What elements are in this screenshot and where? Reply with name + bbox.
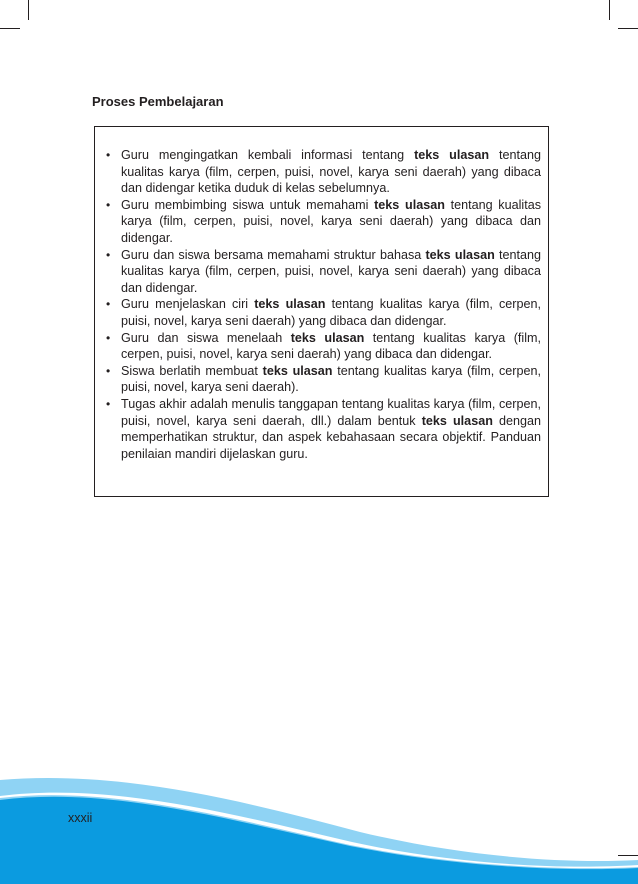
item-text: tentang kualitas karya (film, cerpen, puisi, novel, karya seni daerah) yang dibaca dan didengar. — [121, 330, 541, 362]
list-item — [121, 330, 541, 363]
item-keyword: teks ulasan — [374, 197, 445, 212]
item-keyword: teks ulasan — [425, 247, 495, 262]
crop-mark — [0, 28, 20, 29]
list-item — [121, 296, 541, 329]
item-text: Guru membimbing siswa untuk memahami — [121, 197, 375, 212]
list-item — [121, 247, 541, 297]
crop-mark — [618, 28, 638, 29]
list-item — [121, 147, 541, 197]
item-text: Guru mengingatkan kembali informasi tentang — [121, 148, 415, 162]
item-keyword: teks ulasan — [262, 363, 333, 378]
item-keyword: teks ulasan — [254, 297, 326, 312]
item-text: tentang kualitas karya (film, cerpen, puisi, novel, karya seni daerah) yang dibaca dan didengar. — [121, 297, 541, 328]
item-text: Guru dan siswa bersama memahami struktur bahasa — [121, 247, 426, 262]
item-text: tentang kualitas karya (film, cerpen, puisi, novel, karya seni daerah) yang dibaca dan didengar. — [121, 247, 541, 295]
list-item — [121, 396, 541, 462]
item-keyword: teks ulasan — [421, 413, 493, 428]
page-number: xxxii — [68, 811, 93, 825]
crop-mark — [609, 0, 610, 20]
item-text: Guru menjelaskan ciri — [121, 297, 255, 312]
list-item — [121, 197, 541, 247]
item-text: tentang kualitas karya (film, cerpen, puisi, novel, karya seni daerah) yang dibaca dan didengar. — [121, 197, 541, 245]
crop-mark — [28, 0, 29, 20]
item-text: dengan memperhatikan struktur, dan aspek kebahasaan secara objektif. Panduan penilaian mandiri dijelaskan guru. — [121, 413, 541, 461]
list-item — [121, 363, 541, 396]
item-keyword: teks ulasan — [414, 148, 490, 162]
section-title: Proses Pembelajaran — [92, 94, 224, 109]
bullet-list — [121, 147, 541, 462]
footer-wave — [0, 760, 638, 884]
item-text: tentang kualitas karya (film, cerpen, puisi, novel, karya seni daerah) yang dibaca dan didengar ketika duduk di kelas sebelumnya. — [121, 148, 541, 196]
item-text: tentang kualitas karya (film, cerpen, puisi, novel, karya seni daerah). — [121, 363, 541, 395]
item-text: Tugas akhir adalah menulis tanggapan tentang kualitas karya (film, cerpen, puisi, novel, karya seni daerah, dll.) dalam bentuk — [121, 396, 541, 428]
wave-dark-band — [0, 797, 638, 884]
item-text: Siswa berlatih membuat — [121, 363, 263, 378]
item-keyword: teks ulasan — [290, 330, 365, 345]
learning-process-box — [94, 126, 549, 497]
item-text: Guru dan siswa menelaah — [121, 330, 291, 345]
